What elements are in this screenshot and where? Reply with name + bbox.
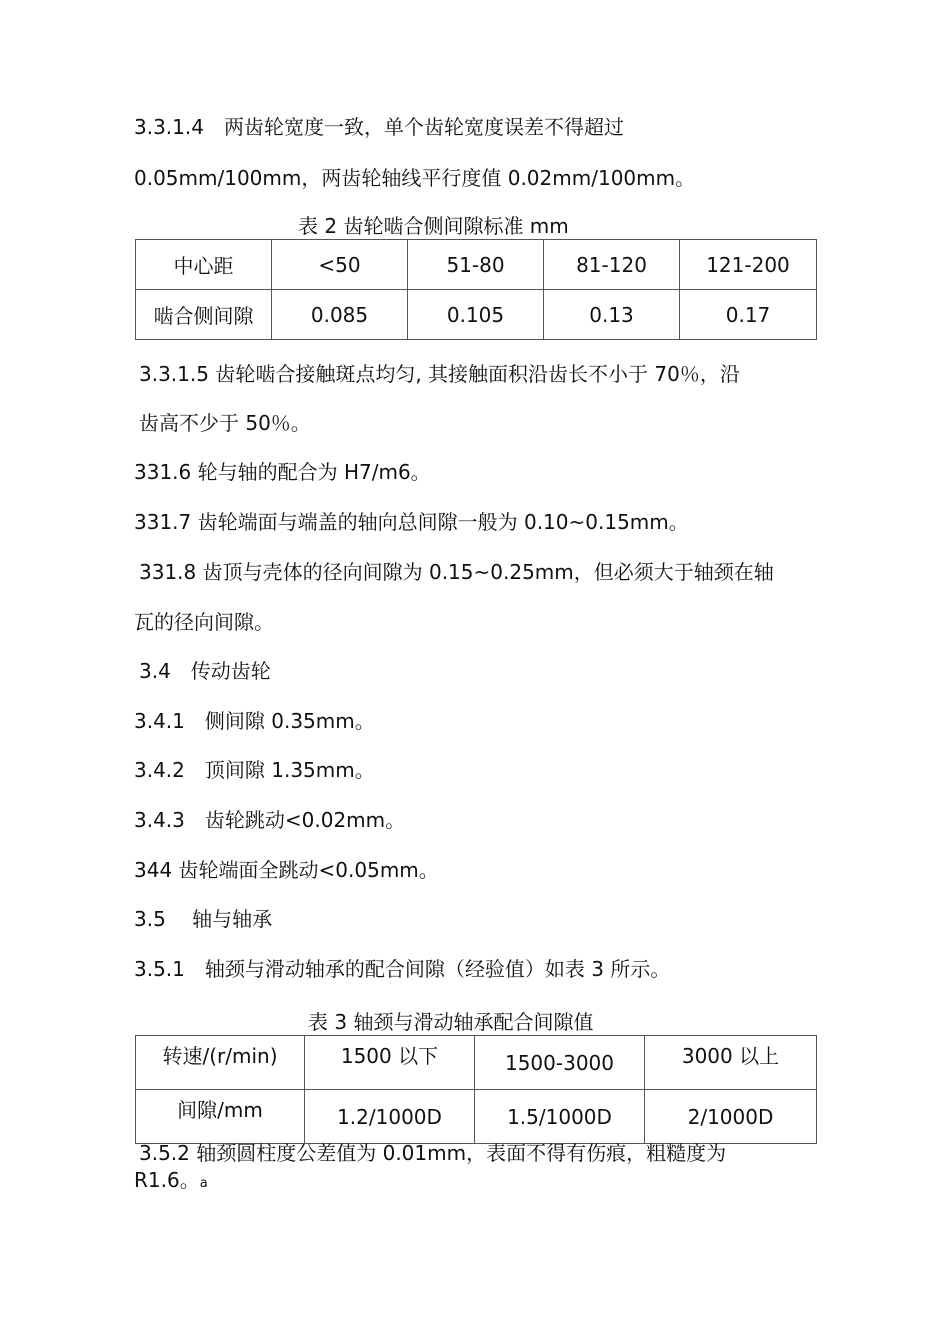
table-cell: 1500 以下 — [305, 1036, 475, 1090]
table-row — [136, 240, 817, 290]
trailing-mark: a — [199, 1176, 208, 1191]
paragraph-3-4-1: 3.4.1 侧间隙 0.35mm。 — [134, 709, 375, 733]
table-row — [136, 1090, 817, 1144]
table-cell: 0.105 — [408, 290, 544, 340]
paragraph-331-6: 331.6 轮与轴的配合为 H7/m6。 — [134, 460, 431, 484]
table-cell: 0.17 — [680, 290, 817, 340]
table-3 — [135, 1035, 817, 1144]
table-cell: 121-200 — [680, 240, 817, 290]
paragraph-3-4-2: 3.4.2 顶间隙 1.35mm。 — [134, 758, 375, 782]
section-3-4-heading: 3.4 传动齿轮 — [139, 659, 271, 683]
table-cell: 1500-3000 — [475, 1036, 645, 1090]
table-cell: 81-120 — [544, 240, 680, 290]
table-2 — [135, 239, 817, 340]
paragraph-344: 344 齿轮端面全跳动<0.05mm。 — [134, 858, 439, 882]
table-cell: 啮合侧间隙 — [136, 290, 272, 340]
paragraph-3-3-1-5: 3.3.1.5 齿轮啮合接触斑点均匀, 其接触面积沿齿长不小于 70％，沿 — [139, 362, 740, 386]
paragraph-3-5-2: 3.5.2 轴颈圆柱度公差值为 0.01mm，表面不得有伤痕，粗糙度为 — [139, 1141, 727, 1165]
table-cell: 转速/(r/min) — [136, 1036, 305, 1090]
paragraph-3-3-1-4: 3.3.1.4 两齿轮宽度一致，单个齿轮宽度误差不得超过 — [134, 115, 624, 139]
table-cell: 中心距 — [136, 240, 272, 290]
paragraph-3-4-3: 3.4.3 齿轮跳动<0.02mm。 — [134, 808, 406, 832]
table-cell: <50 — [272, 240, 408, 290]
table-row — [136, 1036, 817, 1090]
paragraph-3-3-1-5-cont: 齿高不少于 50％。 — [139, 411, 311, 435]
table-cell: 2/1000D — [645, 1090, 817, 1144]
paragraph-3-5-1: 3.5.1 轴颈与滑动轴承的配合间隙（经验值）如表 3 所示。 — [134, 957, 671, 981]
table-cell: 间隙/mm — [136, 1090, 305, 1144]
table-3-caption: 表 3 轴颈与滑动轴承配合间隙值 — [308, 1010, 594, 1034]
paragraph-331-8: 331.8 齿顶与壳体的径向间隙为 0.15~0.25mm，但必须大于轴颈在轴 — [139, 560, 774, 584]
table-cell: 51-80 — [408, 240, 544, 290]
table-cell: 1.5/1000D — [475, 1090, 645, 1144]
table-cell: 0.085 — [272, 290, 408, 340]
section-3-5-heading: 3.5 轴与轴承 — [134, 907, 273, 931]
table-2-caption: 表 2 齿轮啮合侧间隙标准 mm — [298, 214, 569, 238]
table-row — [136, 290, 817, 340]
table-cell: 3000 以上 — [645, 1036, 817, 1090]
paragraph-3-5-2-cont — [134, 1167, 208, 1197]
paragraph-3-3-1-4-cont: 0.05mm/100mm，两齿轮轴线平行度值 0.02mm/100mm。 — [134, 166, 696, 190]
paragraph-text: R1.6。 — [134, 1168, 200, 1192]
paragraph-331-8-cont: 瓦的径向间隙。 — [134, 610, 274, 634]
table-cell: 0.13 — [544, 290, 680, 340]
table-cell: 1.2/1000D — [305, 1090, 475, 1144]
paragraph-331-7: 331.7 齿轮端面与端盖的轴向总间隙一般为 0.10~0.15mm。 — [134, 510, 689, 534]
